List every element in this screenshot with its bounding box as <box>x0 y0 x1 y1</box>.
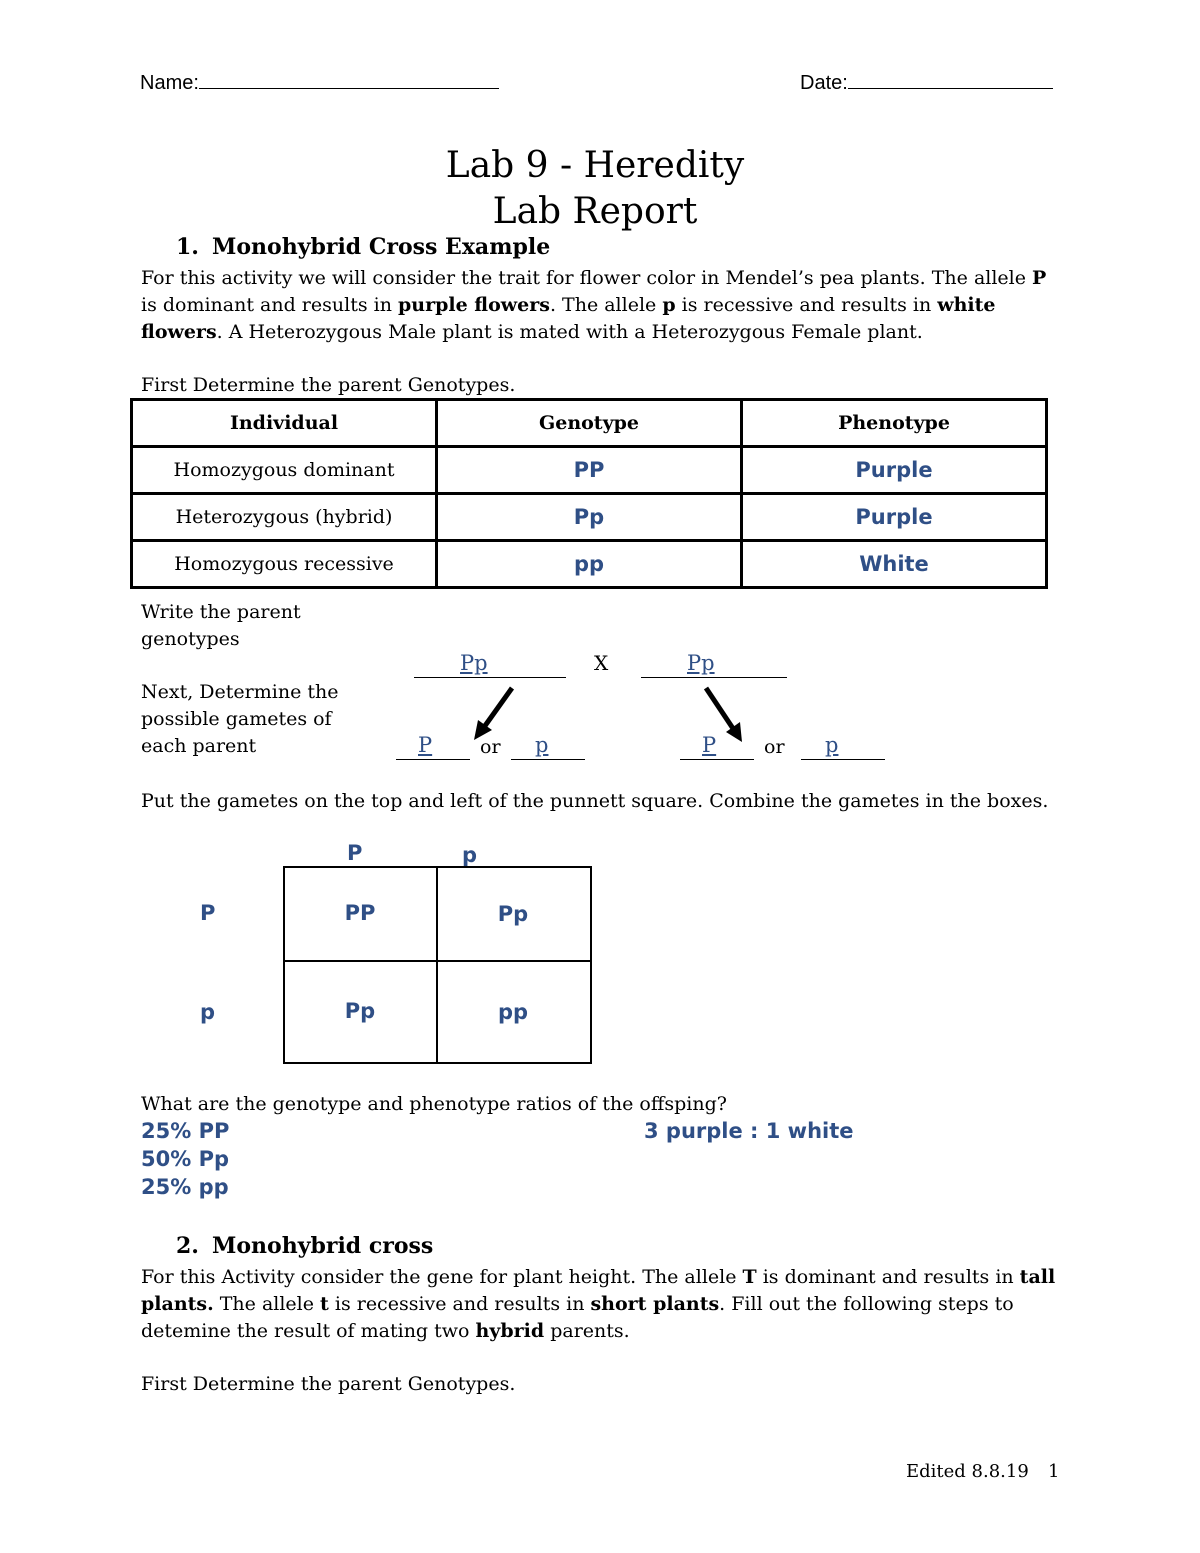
table-header-phenotype: Phenotype <box>742 400 1047 447</box>
phenotype-cell[interactable]: Purple <box>742 447 1047 494</box>
gamete-p2-a: P <box>702 733 717 757</box>
gamete-blank[interactable] <box>680 733 754 760</box>
punnett-divider <box>283 960 590 962</box>
phenotype-cell[interactable]: White <box>742 541 1047 588</box>
table-header-genotype: Genotype <box>437 400 742 447</box>
table-header-individual: Individual <box>132 400 437 447</box>
punnett-cell[interactable]: Pp <box>497 902 529 926</box>
genotype-cell[interactable]: pp <box>437 541 742 588</box>
punnett-instructions: Put the gametes on the top and left of the punnett square. Combine the gametes in the boxes. <box>141 790 1049 812</box>
genotype-ratio: 25% pp <box>141 1175 229 1199</box>
phenotype-cell[interactable]: Purple <box>742 494 1047 541</box>
name-blank[interactable] <box>199 88 499 89</box>
punnett-cell[interactable]: PP <box>344 901 376 925</box>
gamete-p2-b: p <box>825 733 839 757</box>
write-parents-text: Write the parent genotypes <box>141 601 301 650</box>
footer-edited: Edited 8.8.19 <box>906 1461 1029 1482</box>
punnett-divider <box>436 866 438 1062</box>
table-row <box>132 447 1047 494</box>
page-subtitle: Lab Report <box>492 191 698 232</box>
genotype-table <box>130 398 1048 589</box>
individual-cell: Homozygous recessive <box>132 541 437 588</box>
page-number: 1 <box>1048 1461 1060 1482</box>
or-label: or <box>764 736 785 758</box>
table-row <box>132 541 1047 588</box>
section2-number: 2. <box>176 1233 199 1259</box>
section1-intro: For this activity we will consider the trait for flower color in Mendel’s pea plants. The allele P is dominant and results in purple flowers. The allele p is recessive and results in white flowers. A Heterozygous Male plant is mated with a Heterozygous Female plant. <box>141 267 1047 343</box>
gamete-p1-a: P <box>418 733 433 757</box>
individual-cell: Homozygous dominant <box>132 447 437 494</box>
cross-symbol: X <box>594 651 609 675</box>
punnett-top-gamete: p <box>462 843 478 867</box>
gamete-blank[interactable] <box>511 733 585 760</box>
gamete-blank[interactable] <box>801 733 885 760</box>
first-determine-text: First Determine the parent Genotypes. <box>141 374 516 396</box>
date-field[interactable] <box>800 72 1053 95</box>
genotype-ratio: 25% PP <box>141 1119 230 1143</box>
section2-first-determine: First Determine the parent Genotypes. <box>141 1373 516 1395</box>
date-blank[interactable] <box>848 88 1053 89</box>
punnett-cell[interactable]: Pp <box>344 999 376 1023</box>
ratios-question: What are the genotype and phenotype ratios of the offsping? <box>141 1093 727 1115</box>
name-label: Name: <box>140 72 199 94</box>
section1-number: 1. <box>176 234 199 260</box>
genotype-cell[interactable]: PP <box>437 447 742 494</box>
genotype-cell[interactable]: Pp <box>437 494 742 541</box>
table-header-row <box>132 400 1047 447</box>
individual-cell: Heterozygous (hybrid) <box>132 494 437 541</box>
or-label: or <box>480 736 501 758</box>
parent1-blank[interactable] <box>414 651 566 678</box>
gamete-blank[interactable] <box>396 733 470 760</box>
name-field[interactable] <box>140 72 499 95</box>
phenotype-ratio[interactable]: 3 purple : 1 white <box>644 1119 854 1143</box>
parent2-genotype: Pp <box>687 651 715 675</box>
punnett-left-gamete: P <box>200 901 216 925</box>
punnett-cell[interactable]: pp <box>497 1000 529 1024</box>
section2-intro: For this Activity consider the gene for plant height. The allele T is dominant and results in tall plants. The allele t is recessive and results in short plants. Fill out the following steps to detemine the result of mating two hybrid parents. <box>141 1266 1056 1342</box>
genotype-ratios[interactable] <box>141 1117 229 1201</box>
parent2-blank[interactable] <box>641 651 787 678</box>
genotype-ratio: 50% Pp <box>141 1147 229 1171</box>
parent1-genotype: Pp <box>460 651 488 675</box>
next-gametes-text: Next, Determine the possible gametes of each parent <box>141 681 339 757</box>
gamete-p1-b: p <box>535 733 549 757</box>
date-label: Date: <box>800 72 848 94</box>
punnett-top-gamete: P <box>347 841 363 865</box>
section1-heading: Monohybrid Cross Example <box>212 234 551 260</box>
page-title: Lab 9 - Heredity <box>445 145 745 186</box>
section2-heading: Monohybrid cross <box>212 1233 434 1259</box>
table-row <box>132 494 1047 541</box>
punnett-left-gamete: p <box>200 1000 216 1024</box>
